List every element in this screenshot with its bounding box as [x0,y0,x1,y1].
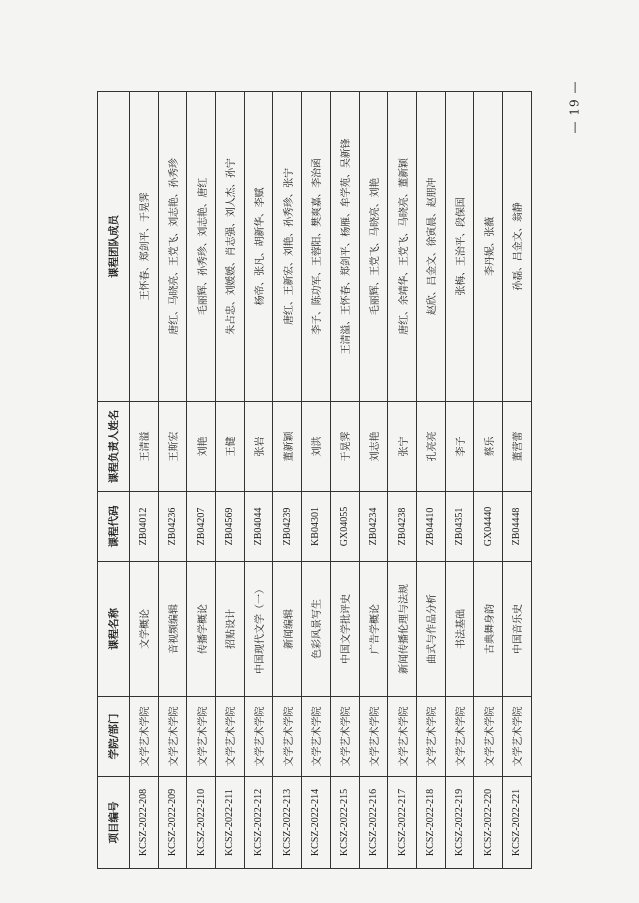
row-leader-cell: 张岩 [244,402,273,492]
row-team-cell: 孙磊、吕金文、翁静 [502,92,531,402]
row-leader-cell: 王健 [216,402,245,492]
row-college-cell: 文学艺术学院 [244,697,273,777]
row-id-cell: KCSZ-2022-214 [302,777,331,869]
table-container [97,92,531,869]
table-row [474,92,503,869]
row-team-cell: 朱占忠、刘媛媛、肖志强、刘人杰、孙宁 [216,92,245,402]
row-course-name-cell: 中国音乐史 [502,562,531,697]
row-leader-cell: 蔡乐 [474,402,503,492]
row-course-name-cell: 曲式与作品分析 [416,562,445,697]
row-id-cell: KCSZ-2022-220 [474,777,503,869]
row-college-cell: 文学艺术学院 [273,697,302,777]
row-course-code-cell: ZB04351 [445,492,474,562]
row-leader-cell: 孔亮亮 [416,402,445,492]
row-id-cell: KCSZ-2022-218 [416,777,445,869]
row-course-name-cell: 中国现代文学（一） [244,562,273,697]
row-team-cell: 杨帝、张凡、胡新华、李赋 [244,92,273,402]
header-course-name: 课程名称 [98,562,130,697]
row-team-cell: 李丹妮、张薇 [474,92,503,402]
row-id-cell: KCSZ-2022-212 [244,777,273,869]
row-course-code-cell: ZB04234 [359,492,388,562]
row-course-name-cell: 古典舞身韵 [474,562,503,697]
row-college-cell: 文学艺术学院 [388,697,417,777]
row-team-cell: 唐红、余靖华、王党飞、马晓亮、董新颖 [388,92,417,402]
row-id-cell: KCSZ-2022-209 [158,777,187,869]
table-row [302,92,331,869]
row-course-code-cell: KB04301 [302,492,331,562]
row-leader-cell: 李子 [445,402,474,492]
row-course-name-cell: 招贴设计 [216,562,245,697]
row-course-name-cell: 新闻传播伦理与法规 [388,562,417,697]
row-course-code-cell: GX04055 [330,492,359,562]
course-table [97,91,532,869]
row-college-cell: 文学艺术学院 [502,697,531,777]
header-team: 课程团队成员 [98,92,130,402]
row-college-cell: 文学艺术学院 [216,697,245,777]
header-college: 学院/部门 [98,697,130,777]
header-course-code: 课程代码 [98,492,130,562]
row-team-cell: 赵欣、吕金文、徐寅晨、赵朋冲 [416,92,445,402]
row-course-code-cell: ZB04012 [130,492,159,562]
row-id-cell: KCSZ-2022-221 [502,777,531,869]
row-college-cell: 文学艺术学院 [158,697,187,777]
row-course-name-cell: 文学概论 [130,562,159,697]
row-course-code-cell: ZB04236 [158,492,187,562]
row-id-cell: KCSZ-2022-217 [388,777,417,869]
table-row [359,92,388,869]
row-id-cell: KCSZ-2022-219 [445,777,474,869]
table-row [158,92,187,869]
row-leader-cell: 董营蕾 [502,402,531,492]
row-course-name-cell: 书法基础 [445,562,474,697]
row-college-cell: 文学艺术学院 [359,697,388,777]
row-leader-cell: 刘志艳 [359,402,388,492]
table-row [130,92,159,869]
row-id-cell: KCSZ-2022-213 [273,777,302,869]
row-college-cell: 文学艺术学院 [130,697,159,777]
row-team-cell: 王清溢、王怀春、郑剑平、杨雁、牟学苑、吴新锋 [330,92,359,402]
row-course-name-cell: 广告学概论 [359,562,388,697]
row-course-name-cell: 音视频编辑 [158,562,187,697]
table-header-row [98,92,130,869]
row-course-name-cell: 色彩风景写生 [302,562,331,697]
row-course-code-cell: ZB04239 [273,492,302,562]
table-row [502,92,531,869]
table-row [187,92,216,869]
row-college-cell: 文学艺术学院 [330,697,359,777]
header-leader: 课程负责人姓名 [98,402,130,492]
row-college-cell: 文学艺术学院 [416,697,445,777]
row-team-cell: 李子、陈功军、王蓉阳、樊爽嘉、李治函 [302,92,331,402]
row-course-code-cell: GX04440 [474,492,503,562]
row-college-cell: 文学艺术学院 [187,697,216,777]
row-leader-cell: 刘洪 [302,402,331,492]
row-course-name-cell: 传播学概论 [187,562,216,697]
row-id-cell: KCSZ-2022-216 [359,777,388,869]
table-row [445,92,474,869]
row-college-cell: 文学艺术学院 [445,697,474,777]
row-course-code-cell: ZB04448 [502,492,531,562]
row-course-code-cell: ZB04044 [244,492,273,562]
row-course-code-cell: ZB04207 [187,492,216,562]
row-team-cell: 张梅、王治平、段保国 [445,92,474,402]
row-course-name-cell: 中国文学批评史 [330,562,359,697]
row-leader-cell: 王清溢 [130,402,159,492]
table-row [416,92,445,869]
row-id-cell: KCSZ-2022-211 [216,777,245,869]
table-row [388,92,417,869]
row-team-cell: 毛丽辉、王党飞、马晓亮、刘艳 [359,92,388,402]
row-id-cell: KCSZ-2022-210 [187,777,216,869]
row-leader-cell: 董新颖 [273,402,302,492]
table-row [244,92,273,869]
table-row [216,92,245,869]
row-leader-cell: 王斯宏 [158,402,187,492]
row-id-cell: KCSZ-2022-208 [130,777,159,869]
row-leader-cell: 刘艳 [187,402,216,492]
row-id-cell: KCSZ-2022-215 [330,777,359,869]
row-course-code-cell: ZB04569 [216,492,245,562]
page-number: — 19 — [567,80,582,134]
row-course-code-cell: ZB04410 [416,492,445,562]
table-row [273,92,302,869]
table-row [330,92,359,869]
row-team-cell: 唐红、马晓亮、王党飞、刘志艳、孙秀珍 [158,92,187,402]
row-course-name-cell: 新闻编辑 [273,562,302,697]
row-college-cell: 文学艺术学院 [302,697,331,777]
row-team-cell: 毛丽辉、孙秀珍、刘志艳、唐红 [187,92,216,402]
row-team-cell: 王怀春、郑剑平、于晃霁 [130,92,159,402]
header-id: 项目编号 [98,777,130,869]
row-team-cell: 唐红、王新宏、刘艳、孙秀珍、张宁 [273,92,302,402]
row-leader-cell: 于晃霁 [330,402,359,492]
row-college-cell: 文学艺术学院 [474,697,503,777]
row-leader-cell: 张宁 [388,402,417,492]
row-course-code-cell: ZB04238 [388,492,417,562]
